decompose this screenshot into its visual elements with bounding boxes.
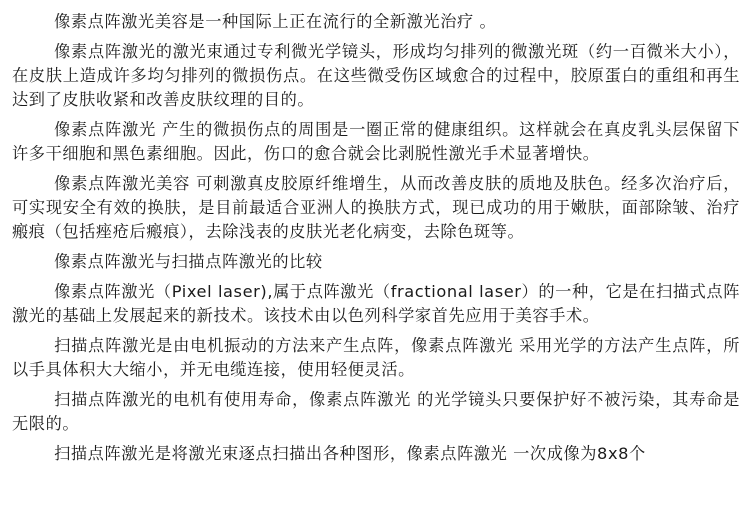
section-heading-comparison: 像素点阵激光与扫描点阵激光的比较 — [54, 252, 323, 271]
paragraph-healing: 像素点阵激光 产生的微损伤点的周围是一圈正常的健康组织。这样就会在真皮乳头层保留下许多干细胞和黑色素细胞。因此，伤口的愈合就会比剥脱性激光手术显著增快。 — [12, 120, 740, 163]
paragraph-mechanism: 像素点阵激光的激光束通过专利微光学镜头，形成均匀排列的微激光斑（约一百微米大小），在皮肤上造成许多均匀排列的微损伤点。在这些微受伤区域愈合的过程中，胶原蛋白的重组和再生达到了皮肤收紧和改善皮肤纹理的目的。 — [12, 42, 740, 109]
paragraph-pixel-laser: 像素点阵激光（Pixel laser),属于点阵激光（fractional laser）的一种，它是在扫描式点阵激光的基础上发展起来的新技术。该技术由以色列科学家首先应用于美容手术。 — [12, 282, 740, 325]
paragraph-lifespan: 扫描点阵激光的电机有使用寿命，像素点阵激光 的光学镜头只要保护好不被污染，其寿命是无限的。 — [12, 390, 740, 433]
paragraph-intro: 像素点阵激光美容是一种国际上正在流行的全新激光治疗 。 — [54, 12, 497, 31]
paragraph-scanning: 扫描点阵激光是将激光束逐点扫描出各种图形，像素点阵激光 一次成像为8x8个 — [54, 444, 646, 463]
paragraph-benefits: 像素点阵激光美容 可刺激真皮胶原纤维增生，从而改善皮肤的质地及肤色。经多次治疗后，可实现安全有效的换肤，是目前最适合亚洲人的换肤方式，现已成功的用于嫩肤，面部除皱、治疗瘢痕（包括痤疮后瘢痕），去除浅表的皮肤光老化病变，去除色斑等。 — [12, 174, 740, 241]
document-body — [12, 10, 740, 466]
paragraph-optics: 扫描点阵激光是由电机振动的方法来产生点阵，像素点阵激光 采用光学的方法产生点阵，所以手具体积大大缩小，并无电缆连接，使用轻便灵活。 — [12, 336, 740, 379]
